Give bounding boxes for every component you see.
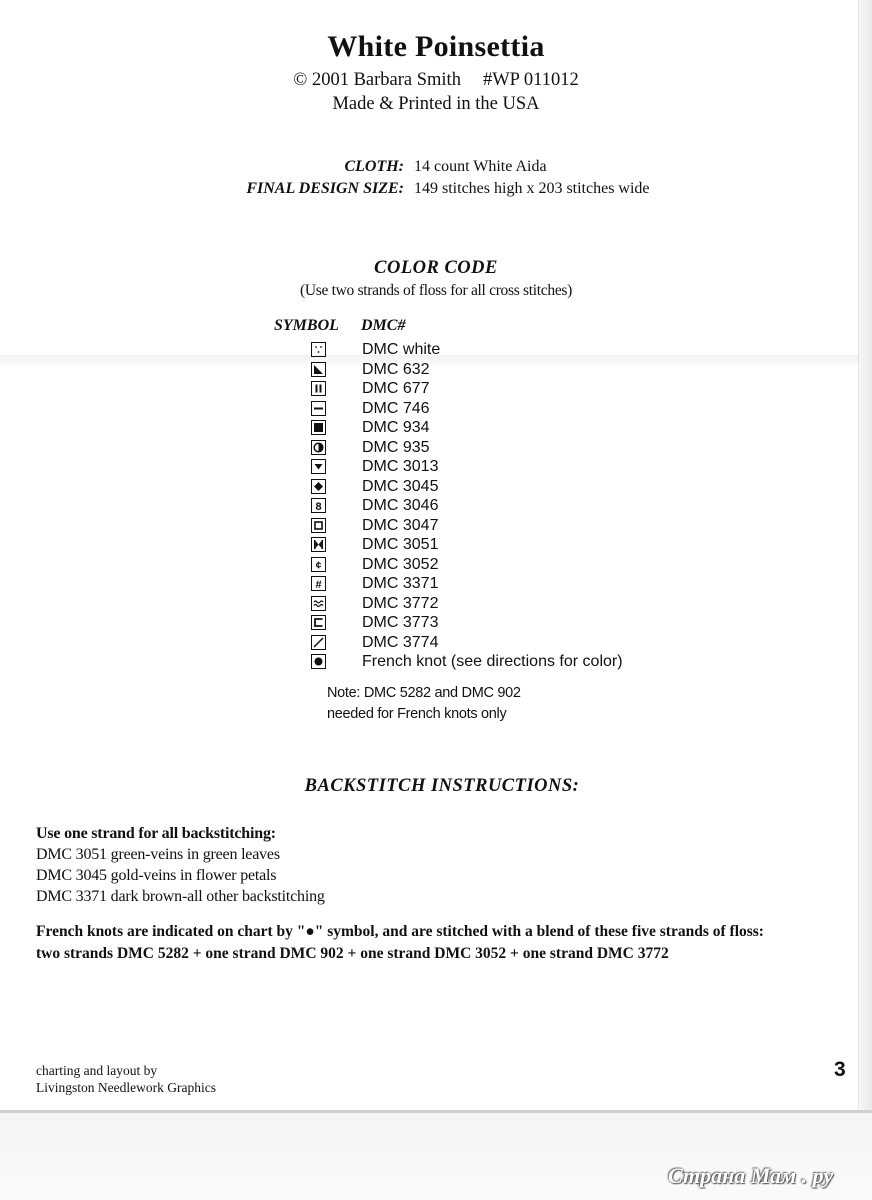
horizontal-bar-icon <box>311 401 326 416</box>
corner-triangle-icon <box>311 362 326 377</box>
legend-label: DMC 3013 <box>362 458 439 475</box>
size-value: 149 stitches high x 203 stitches wide <box>414 180 650 197</box>
inner-square-icon <box>311 518 326 533</box>
size-label: FINAL DESIGN SIZE: <box>246 180 404 197</box>
french-knot-note <box>327 683 521 725</box>
legend-label: DMC 3046 <box>362 497 439 514</box>
credit-line: charting and layout by <box>36 1063 158 1078</box>
legend-label: DMC 677 <box>362 380 430 397</box>
credit-block <box>36 1062 216 1096</box>
c-shape-icon <box>311 615 326 630</box>
filled-square-icon <box>311 420 326 435</box>
legend-label: DMC 3052 <box>362 555 439 573</box>
cloth-value: 14 count White Aida <box>414 158 547 175</box>
legend-label: DMC 3772 <box>362 594 439 612</box>
page-number: 3 <box>834 1058 846 1081</box>
down-triangle-icon <box>311 459 326 474</box>
svg-text:¢: ¢ <box>315 560 322 570</box>
diagonal-line-icon <box>311 635 326 650</box>
legend-label: DMC 935 <box>362 438 430 456</box>
color-code-subtitle: (Use two strands of floss for all cross stitches) <box>300 282 572 299</box>
dotted-square-icon <box>311 342 326 357</box>
legend-label: DMC 934 <box>362 419 430 436</box>
color-code-title: COLOR CODE <box>374 258 498 278</box>
page-title: White Poinsettia <box>327 30 545 63</box>
legend-label: DMC 746 <box>362 399 430 417</box>
note-line: needed for French knots only <box>327 706 507 722</box>
legend-label: DMC 3774 <box>362 633 439 651</box>
legend-label: DMC 3045 <box>362 477 439 495</box>
french-knot-line: French knots are indicated on chart by "●" symbol, and are stitched with a blend of these five strands of floss: <box>36 923 764 940</box>
backstitch-instructions <box>36 823 325 907</box>
product-sku: #WP 011012 <box>482 70 579 90</box>
legend-label: DMC 632 <box>362 360 430 378</box>
svg-text:#: # <box>315 578 322 589</box>
credit-line: Livingston Needlework Graphics <box>36 1080 216 1095</box>
legend-label: DMC 3773 <box>362 614 439 631</box>
svg-text:8: 8 <box>315 500 322 511</box>
french-knot-instructions <box>36 921 856 965</box>
backstitch-line: DMC 3045 gold-veins in flower petals <box>36 867 277 884</box>
dmc-column-header: DMC# <box>361 317 406 334</box>
backstitch-heading: Use one strand for all backstitching: <box>36 825 276 842</box>
cloth-label: CLOTH: <box>344 158 404 175</box>
legend-label: DMC 3051 <box>362 536 439 553</box>
diamond-icon <box>311 479 326 494</box>
cent-icon <box>311 557 326 572</box>
symbol-column-header: SYMBOL <box>274 317 339 334</box>
backstitch-title: BACKSTITCH INSTRUCTIONS: <box>304 776 580 796</box>
copyright-text: © 2001 Barbara Smith <box>293 70 461 90</box>
note-line: Note: DMC 5282 and DMC 902 <box>327 685 521 701</box>
legend-label: DMC 3047 <box>362 516 439 534</box>
wave-icon <box>311 596 326 611</box>
watermark: Страна Мам . ру <box>668 1163 834 1188</box>
page-edge <box>858 0 872 1110</box>
double-bar-icon <box>311 381 326 396</box>
filled-circle-icon <box>311 654 326 669</box>
hash-icon <box>311 576 326 591</box>
legend-label: DMC white <box>362 341 441 358</box>
backstitch-line: DMC 3051 green-veins in green leaves <box>36 846 280 863</box>
half-circle-icon <box>311 440 326 455</box>
french-knot-line: two strands DMC 5282 + one strand DMC 902 + one strand DMC 3052 + one strand DMC 3772 <box>36 945 669 962</box>
eight-icon <box>311 498 326 513</box>
copyright-line <box>0 70 872 91</box>
legend-label: French knot (see directions for color) <box>362 653 623 670</box>
made-in-line: Made & Printed in the USA <box>332 94 540 114</box>
bowtie-icon <box>311 537 326 552</box>
backstitch-line: DMC 3371 dark brown-all other backstitching <box>36 888 325 905</box>
legend-label: DMC 3371 <box>362 575 439 592</box>
